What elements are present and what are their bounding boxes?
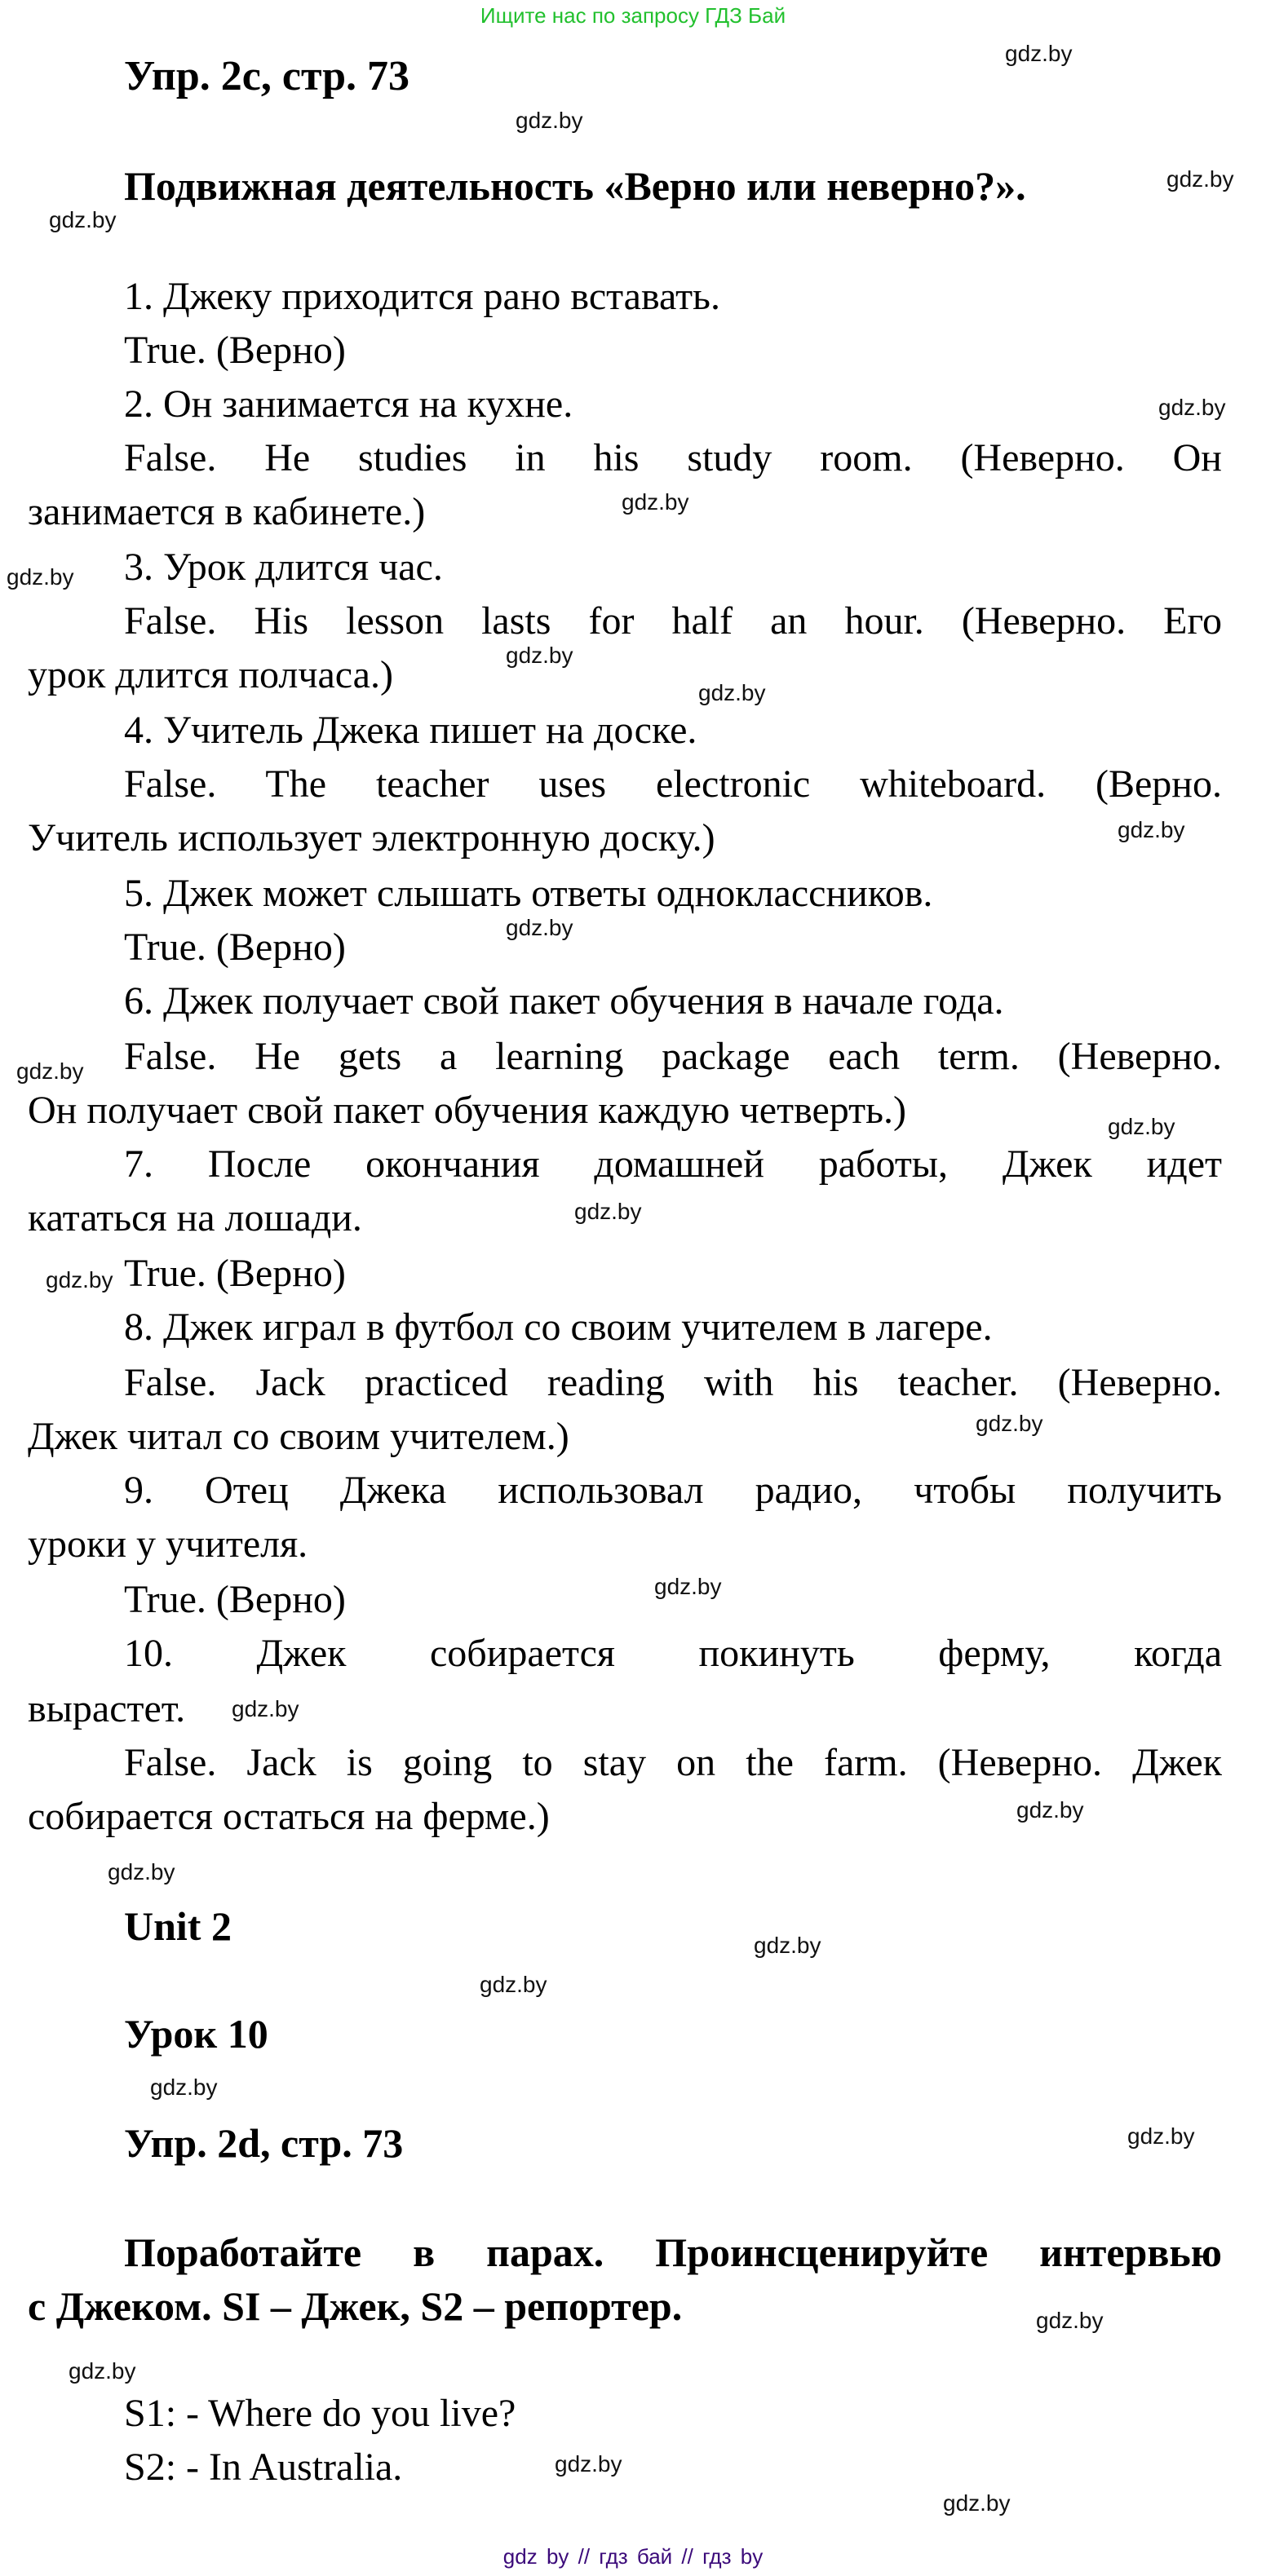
- watermark: gdz.by: [69, 2358, 136, 2384]
- watermark: gdz.by: [622, 489, 689, 515]
- watermark: gdz.by: [1108, 1114, 1175, 1139]
- watermark: gdz.by: [943, 2490, 1011, 2516]
- exercise-heading-2c: Упр. 2c, стр. 73: [124, 53, 410, 99]
- watermark: gdz.by: [150, 2074, 218, 2100]
- statement-8: 8. Джек играл в футбол со своим учителем в лагере.: [124, 1306, 993, 1349]
- watermark: gdz.by: [506, 915, 573, 940]
- answer-6-line2: Он получает свой пакет обучения каждую четверть.): [28, 1089, 906, 1132]
- statement-2: 2. Он занимается на кухне.: [124, 382, 573, 426]
- watermark: gdz.by: [1158, 395, 1226, 420]
- dialogue-line-1: S1: - Where do you live?: [124, 2392, 516, 2435]
- exercise-subheading: Подвижная деятельность «Верно или неверно?».: [124, 163, 1026, 209]
- answer-1: True. (Верно): [124, 329, 346, 372]
- answer-3-line1: False. His lesson lasts for half an hour. (Неверно. Его: [124, 599, 1222, 643]
- answer-2-line1: False. He studies in his study room. (Неверно. Он: [124, 436, 1222, 479]
- answer-10-line2: собирается остаться на ферме.): [28, 1795, 550, 1838]
- watermark: gdz.by: [46, 1267, 113, 1292]
- exercise-heading-2d: Упр. 2d, стр. 73: [124, 2120, 404, 2166]
- statement-10-line1: 10. Джек собирается покинуть ферму, когда: [124, 1632, 1222, 1675]
- watermark: gdz.by: [1118, 817, 1185, 842]
- watermark: gdz.by: [1166, 166, 1234, 192]
- answer-5: True. (Верно): [124, 926, 346, 969]
- statement-4: 4. Учитель Джека пишет на доске.: [124, 709, 697, 752]
- watermark: gdz.by: [555, 2451, 622, 2477]
- watermark: gdz.by: [1036, 2308, 1104, 2333]
- watermark: gdz.by: [976, 1411, 1043, 1436]
- answer-6-line1: False. He gets a learning package each term. (Неверно.: [124, 1035, 1222, 1078]
- answer-4-line1: False. The teacher uses electronic whiteboard. (Верно.: [124, 762, 1222, 806]
- watermark: gdz.by: [1127, 2123, 1195, 2149]
- top-banner[interactable]: Ищите нас по запросу ГДЗ Бай: [480, 3, 786, 28]
- statement-5: 5. Джек может слышать ответы одноклассников.: [124, 872, 933, 915]
- statement-3: 3. Урок длится час.: [124, 546, 443, 589]
- answer-7: True. (Верно): [124, 1252, 346, 1295]
- watermark: gdz.by: [232, 1696, 299, 1721]
- statement-6: 6. Джек получает свой пакет обучения в начале года.: [124, 979, 1004, 1023]
- answer-8-line1: False. Jack practiced reading with his teacher. (Неверно.: [124, 1361, 1222, 1404]
- dialogue-line-2: S2: - In Australia.: [124, 2446, 403, 2489]
- watermark: gdz.by: [108, 1859, 175, 1885]
- watermark: gdz.by: [7, 564, 74, 590]
- answer-9: True. (Верно): [124, 1578, 346, 1621]
- watermark: gdz.by: [49, 207, 117, 232]
- answer-4-line2: Учитель использует электронную доску.): [28, 816, 715, 859]
- task-instruction-line2: с Джеком. SI – Джек, S2 – репортер.: [28, 2283, 683, 2329]
- watermark: gdz.by: [754, 1933, 821, 1958]
- answer-3-line2: урок длится полчаса.): [28, 653, 393, 696]
- statement-9-line1: 9. Отец Джека использовал радио, чтобы получить: [124, 1469, 1222, 1512]
- watermark: gdz.by: [506, 643, 573, 668]
- watermark: gdz.by: [16, 1058, 84, 1084]
- watermark: gdz.by: [574, 1199, 642, 1224]
- unit-heading: Unit 2: [124, 1903, 232, 1949]
- watermark: gdz.by: [654, 1574, 722, 1599]
- answer-2-line2: занимается в кабинете.): [28, 490, 426, 533]
- statement-7-line2: кататься на лошади.: [28, 1196, 362, 1239]
- statement-7-line1: 7. После окончания домашней работы, Джек идет: [124, 1142, 1222, 1186]
- bottom-banner[interactable]: gdz by // гдз бай // гдз by: [502, 2544, 764, 2569]
- answer-8-line2: Джек читал со своим учителем.): [28, 1415, 569, 1458]
- watermark: gdz.by: [698, 680, 766, 705]
- watermark: gdz.by: [516, 108, 583, 133]
- watermark: gdz.by: [1016, 1797, 1084, 1823]
- lesson-heading: Урок 10: [124, 2011, 268, 2057]
- watermark: gdz.by: [480, 1972, 547, 1997]
- statement-10-line2: вырастет.: [28, 1687, 186, 1730]
- statement-9-line2: уроки у учителя.: [28, 1522, 308, 1566]
- watermark: gdz.by: [1005, 41, 1073, 66]
- statement-1: 1. Джеку приходится рано вставать.: [124, 275, 720, 318]
- task-instruction-line1: Поработайте в парах. Проинсценируйте интервью: [124, 2229, 1222, 2275]
- answer-10-line1: False. Jack is going to stay on the farm. (Неверно. Джек: [124, 1741, 1222, 1784]
